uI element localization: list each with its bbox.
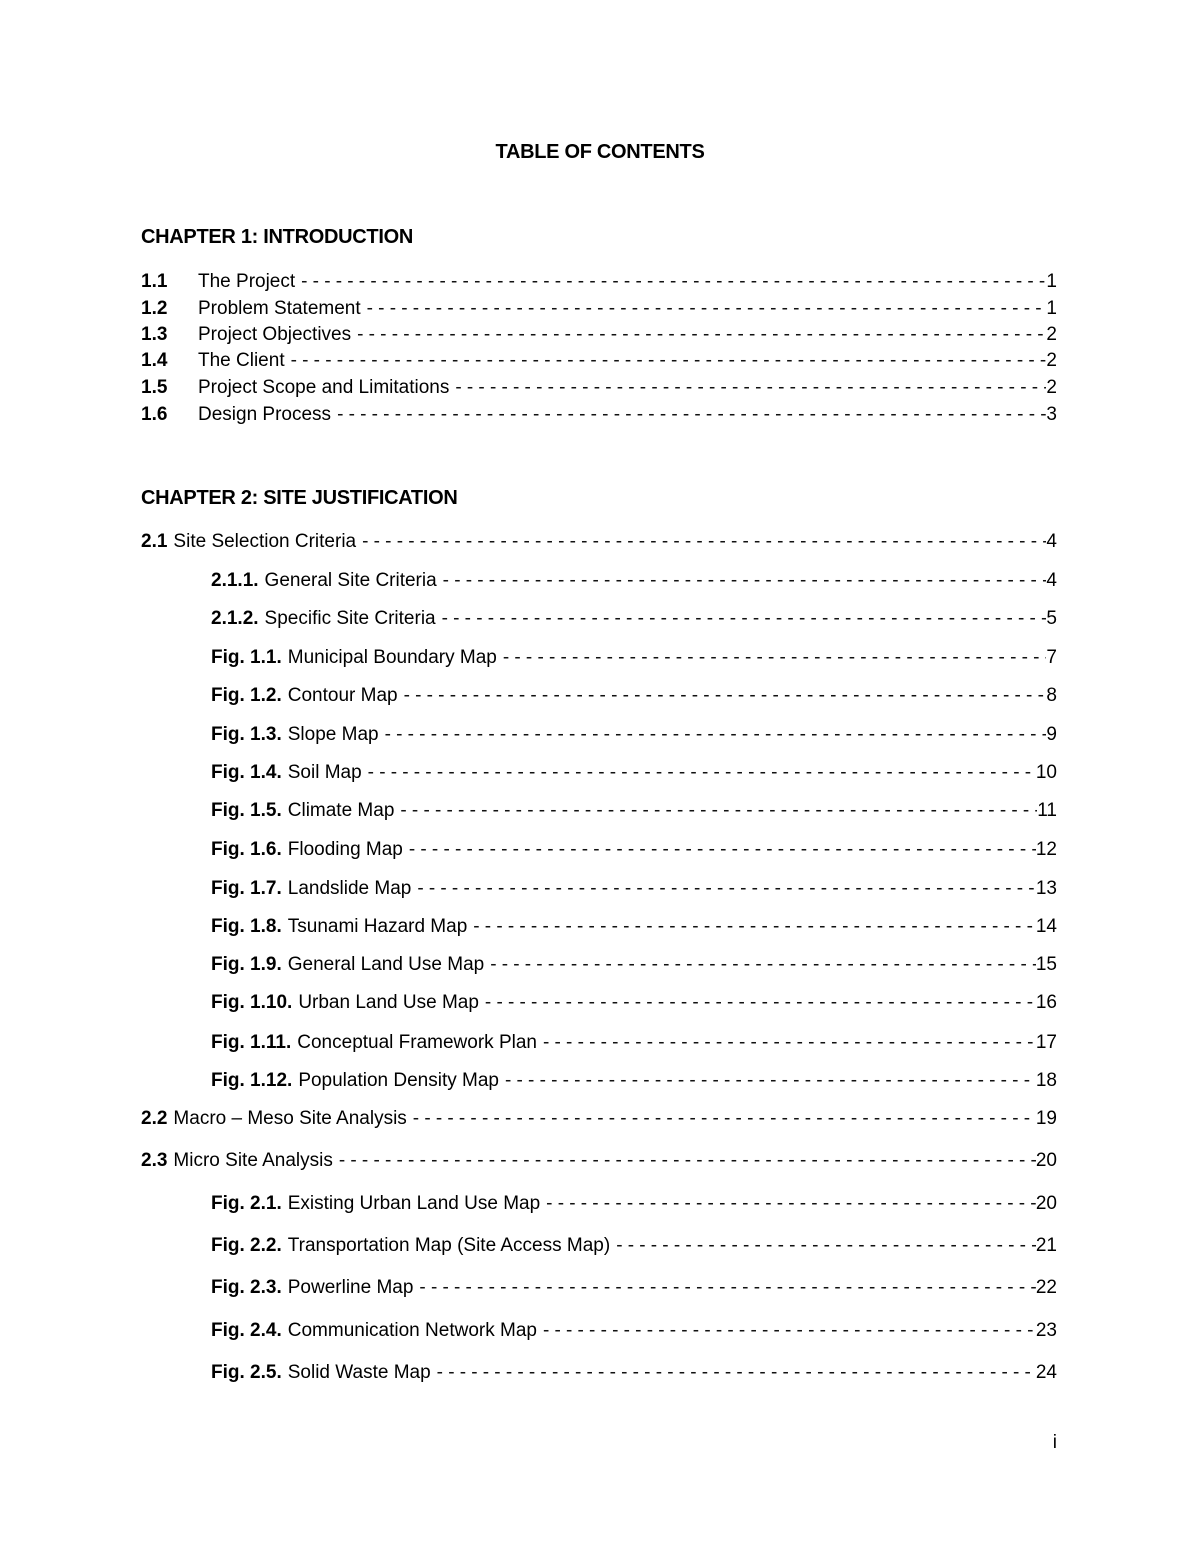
toc-entry-fig-1-9[interactable] [211, 952, 1057, 978]
dot-leader [490, 952, 1036, 978]
toc-entry-1-6[interactable] [141, 402, 1057, 428]
entry-number: Fig. 1.3. [211, 724, 282, 745]
entry-page: 4 [1046, 531, 1057, 552]
entry-page: 11 [1037, 800, 1057, 821]
entry-title: Macro – Meso Site Analysis [173, 1108, 407, 1129]
entry-page: 2 [1046, 324, 1057, 345]
dot-leader [385, 722, 1047, 748]
dot-leader [543, 1318, 1036, 1344]
entry-number: 2.3 [141, 1150, 168, 1171]
entry-page: 3 [1046, 404, 1057, 425]
dot-leader [357, 322, 1046, 348]
dot-leader [368, 760, 1036, 786]
entry-number: Fig. 1.9. [211, 954, 282, 975]
entry-number: 1.1 [141, 271, 168, 292]
dot-leader [505, 1068, 1036, 1094]
entry-number: Fig. 2.2. [211, 1235, 282, 1256]
entry-title: Solid Waste Map [287, 1362, 431, 1383]
entry-title: Slope Map [287, 724, 379, 745]
entry-title: The Project [198, 271, 296, 292]
entry-title: Project Objectives [198, 324, 352, 345]
entry-page: 20 [1035, 1150, 1057, 1171]
entry-title: Tsunami Hazard Map [287, 916, 468, 937]
entry-page: 13 [1035, 878, 1057, 899]
footer-page-number: i [1052, 1432, 1057, 1453]
entry-title: Site Selection Criteria [173, 531, 357, 552]
toc-entry-2-1-2[interactable] [211, 606, 1057, 632]
entry-title: Urban Land Use Map [298, 992, 479, 1013]
dot-leader [339, 1148, 1036, 1174]
entry-title: General Land Use Map [287, 954, 485, 975]
entry-title: Specific Site Criteria [264, 608, 436, 629]
dot-leader [419, 1275, 1035, 1301]
dot-leader [485, 990, 1036, 1016]
entry-title: Municipal Boundary Map [287, 647, 497, 668]
entry-page: 21 [1035, 1235, 1057, 1256]
entry-page: 19 [1035, 1108, 1057, 1129]
entry-number: Fig. 2.4. [211, 1320, 282, 1341]
entry-number: Fig. 1.10. [211, 992, 293, 1013]
entry-page: 1 [1046, 271, 1057, 292]
dot-leader [409, 837, 1036, 863]
entry-page: 14 [1035, 916, 1057, 937]
dot-leader [400, 798, 1037, 824]
entry-number: Fig. 1.6. [211, 839, 282, 860]
toc-entry-fig-1-3[interactable] [211, 722, 1057, 748]
toc-entry-2-3[interactable] [141, 1148, 1057, 1174]
toc-entry-fig-1-10[interactable] [211, 990, 1057, 1016]
entry-page: 9 [1046, 724, 1057, 745]
toc-entry-fig-1-11[interactable] [211, 1030, 1057, 1056]
dot-leader [503, 645, 1047, 671]
entry-title: Transportation Map (Site Access Map) [287, 1235, 611, 1256]
dot-leader [417, 876, 1036, 902]
dot-leader [543, 1030, 1036, 1056]
toc-entry-1-1[interactable] [141, 269, 1057, 295]
toc-entry-2-1[interactable] [141, 529, 1057, 555]
dot-leader [616, 1233, 1036, 1259]
toc-entry-1-5[interactable] [141, 375, 1057, 401]
entry-number: Fig. 1.4. [211, 762, 282, 783]
toc-entry-fig-1-6[interactable] [211, 837, 1057, 863]
entry-number: 1.2 [141, 298, 168, 319]
dot-leader [546, 1191, 1036, 1217]
entry-title: Conceptual Framework Plan [297, 1032, 537, 1053]
entry-number: Fig. 2.3. [211, 1277, 282, 1298]
toc-entry-1-2[interactable] [141, 296, 1057, 322]
entry-title: The Client [198, 350, 285, 371]
entry-title: Design Process [198, 404, 332, 425]
toc-entry-fig-2-2[interactable] [211, 1233, 1057, 1259]
toc-entry-fig-2-5[interactable] [211, 1360, 1057, 1386]
entry-title: Soil Map [287, 762, 362, 783]
entry-page: 8 [1046, 685, 1057, 706]
entry-number: Fig. 1.7. [211, 878, 282, 899]
toc-entry-fig-1-2[interactable] [211, 683, 1057, 709]
dot-leader [442, 606, 1047, 632]
entry-page: 18 [1035, 1070, 1057, 1091]
entry-page: 5 [1046, 608, 1057, 629]
entry-title: Population Density Map [298, 1070, 499, 1091]
entry-page: 22 [1035, 1277, 1057, 1298]
toc-entry-fig-1-5[interactable] [211, 798, 1057, 824]
entry-title: Communication Network Map [287, 1320, 537, 1341]
entry-page: 17 [1035, 1032, 1057, 1053]
entry-title: Existing Urban Land Use Map [287, 1193, 541, 1214]
dot-leader [367, 296, 1047, 322]
toc-entry-fig-1-8[interactable] [211, 914, 1057, 940]
entry-page: 7 [1046, 647, 1057, 668]
dot-leader [291, 348, 1047, 374]
entry-page: 2 [1046, 350, 1057, 371]
toc-entry-2-1-1[interactable] [211, 568, 1057, 594]
dot-leader [337, 402, 1046, 428]
toc-entry-1-3[interactable] [141, 322, 1057, 348]
entry-number: Fig. 1.2. [211, 685, 282, 706]
entry-page: 2 [1046, 377, 1057, 398]
entry-page: 24 [1035, 1362, 1057, 1383]
entry-page: 23 [1035, 1320, 1057, 1341]
entry-title: Climate Map [287, 800, 395, 821]
entry-number: 1.3 [141, 324, 168, 345]
dot-leader [473, 914, 1036, 940]
toc-entry-2-2[interactable] [141, 1106, 1057, 1132]
dot-leader [443, 568, 1047, 594]
dot-leader [404, 683, 1047, 709]
entry-title: Landslide Map [287, 878, 412, 899]
toc-entry-fig-2-3[interactable] [211, 1275, 1057, 1301]
toc-entry-1-4[interactable] [141, 348, 1057, 374]
entry-number: 2.2 [141, 1108, 168, 1129]
entry-title: Project Scope and Limitations [198, 377, 450, 398]
entry-number: 1.5 [141, 377, 168, 398]
entry-page: 20 [1035, 1193, 1057, 1214]
entry-title: Micro Site Analysis [173, 1150, 333, 1171]
entry-page: 15 [1035, 954, 1057, 975]
entry-number: Fig. 1.5. [211, 800, 282, 821]
entry-page: 10 [1035, 762, 1057, 783]
chapter-1-heading: CHAPTER 1: INTRODUCTION [141, 226, 413, 248]
dot-leader [455, 375, 1046, 401]
toc-entry-fig-1-12[interactable] [211, 1068, 1057, 1094]
dot-leader [413, 1106, 1036, 1132]
page-title: TABLE OF CONTENTS [495, 141, 705, 163]
entry-title: Problem Statement [198, 298, 361, 319]
entry-number: 1.6 [141, 404, 168, 425]
entry-number: Fig. 1.11. [211, 1032, 292, 1053]
entry-number: Fig. 1.8. [211, 916, 282, 937]
toc-entry-fig-1-7[interactable] [211, 876, 1057, 902]
toc-entry-fig-2-1[interactable] [211, 1191, 1057, 1217]
toc-entry-fig-2-4[interactable] [211, 1318, 1057, 1344]
entry-number: Fig. 1.12. [211, 1070, 293, 1091]
entry-title: Flooding Map [287, 839, 403, 860]
entry-title: Contour Map [287, 685, 398, 706]
entry-number: 1.4 [141, 350, 168, 371]
entry-number: 2.1 [141, 531, 168, 552]
entry-page: 4 [1046, 570, 1057, 591]
entry-title: General Site Criteria [264, 570, 437, 591]
dot-leader [362, 529, 1046, 555]
entry-page: 12 [1035, 839, 1057, 860]
entry-number: Fig. 2.5. [211, 1362, 282, 1383]
entry-page: 1 [1046, 298, 1057, 319]
chapter-2-heading: CHAPTER 2: SITE JUSTIFICATION [141, 487, 458, 509]
dot-leader [437, 1360, 1036, 1386]
dot-leader [301, 269, 1046, 295]
entry-number: 2.1.2. [211, 608, 259, 629]
entry-number: Fig. 2.1. [211, 1193, 282, 1214]
toc-entry-fig-1-4[interactable] [211, 760, 1057, 786]
entry-number: Fig. 1.1. [211, 647, 282, 668]
entry-title: Powerline Map [287, 1277, 414, 1298]
toc-entry-fig-1-1[interactable] [211, 645, 1057, 671]
entry-page: 16 [1035, 992, 1057, 1013]
entry-number: 2.1.1. [211, 570, 259, 591]
